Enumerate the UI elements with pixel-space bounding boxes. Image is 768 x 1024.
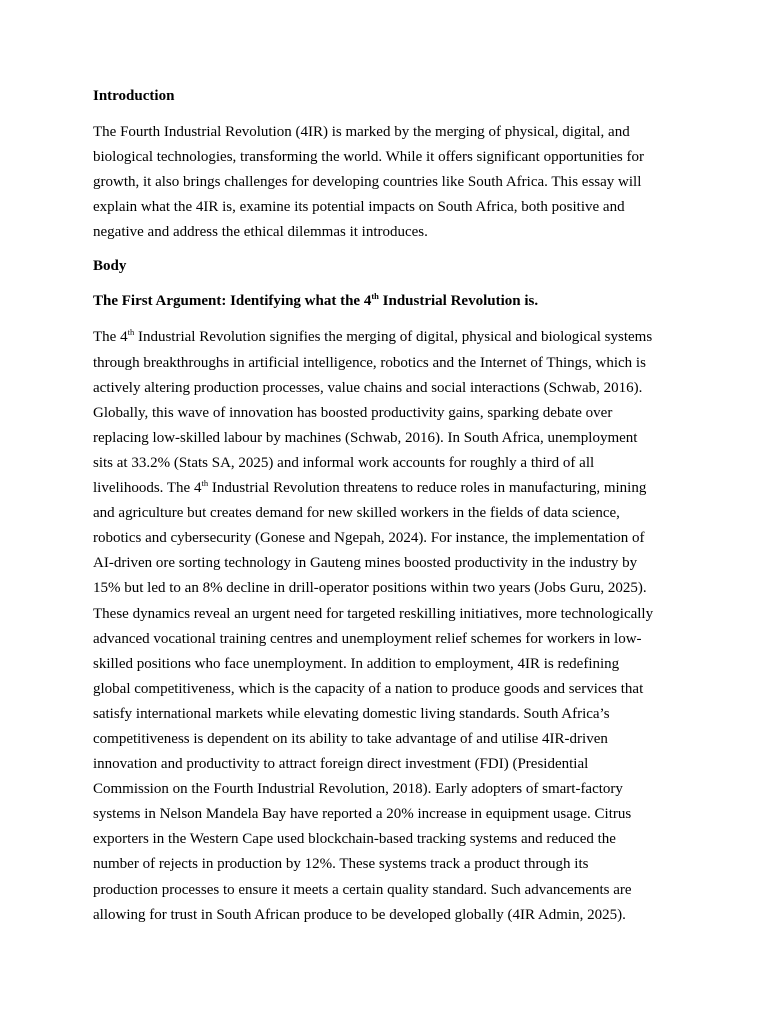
document-page <box>93 85 678 938</box>
text-segment: livelihoods. The 4 <box>93 480 202 497</box>
text-segment: The 4 <box>93 329 128 346</box>
text-line: biological technologies, transforming the world. While it offers significant opportunities for <box>93 149 644 166</box>
text-line <box>93 325 678 350</box>
text-line: competitiveness is dependent on its ability to take advantage of and utilise 4IR-driven <box>93 730 608 747</box>
first-argument-heading <box>93 290 678 312</box>
heading-text: Industrial Revolution is. <box>378 293 539 310</box>
text-line: systems in Nelson Mandela Bay have reported a 20% increase in equipment usage. Citrus <box>93 806 632 823</box>
text-line: Commission on the Fourth Industrial Revolution, 2018). Early adopters of smart-factory <box>93 781 623 798</box>
text-line: number of rejects in production by 12%. These systems track a product through its <box>93 856 589 873</box>
text-line: global competitiveness, which is the capacity of a nation to produce goods and services that <box>93 680 644 697</box>
text-line: 15% but led to an 8% decline in drill-operator positions within two years (Jobs Guru, 2025). <box>93 580 647 597</box>
text-line: sits at 33.2% (Stats SA, 2025) and informal work accounts for roughly a third of all <box>93 454 595 471</box>
text-line: replacing low-skilled labour by machines (Schwab, 2016). In South Africa, unemployment <box>93 429 638 446</box>
heading-text: The First Argument: Identifying what the 4 <box>93 293 372 310</box>
text-line: Globally, this wave of innovation has boosted productivity gains, sparking debate over <box>93 404 613 421</box>
text-line: growth, it also brings challenges for developing countries like South Africa. This essay will <box>93 174 642 191</box>
introduction-paragraph <box>93 120 678 245</box>
text-line <box>93 476 678 501</box>
first-argument-paragraph <box>93 325 678 927</box>
text-line: innovation and productivity to attract foreign direct investment (FDI) (Presidential <box>93 756 589 773</box>
text-line: advanced vocational training centres and unemployment relief schemes for workers in low- <box>93 630 642 647</box>
text-segment: Industrial Revolution signifies the merging of digital, physical and biological systems <box>134 329 653 346</box>
text-line: robotics and cybersecurity (Gonese and Ngepah, 2024). For instance, the implementation of <box>93 530 645 547</box>
text-line: These dynamics reveal an urgent need for targeted reskilling initiatives, more technologically <box>93 605 654 622</box>
ordinal-superscript: th <box>201 478 209 489</box>
text-line: through breakthroughs in artificial intelligence, robotics and the Internet of Things, which is <box>93 354 646 371</box>
body-heading: Body <box>93 258 127 275</box>
text-line: exporters in the Western Cape used blockchain-based tracking systems and reduced the <box>93 831 616 848</box>
ordinal-superscript: th <box>127 327 135 338</box>
text-segment: Industrial Revolution threatens to reduce roles in manufacturing, mining <box>208 480 647 497</box>
ordinal-superscript: th <box>371 291 379 302</box>
text-line: satisfy international markets while elevating domestic living standards. South Africa’s <box>93 705 610 722</box>
text-line: The Fourth Industrial Revolution (4IR) is marked by the merging of physical, digital, and <box>93 124 630 140</box>
text-line: production processes to ensure it meets a certain quality standard. Such advancements are <box>93 881 632 898</box>
introduction-heading: Introduction <box>93 88 175 104</box>
text-line: and agriculture but creates demand for new skilled workers in the fields of data science, <box>93 505 620 522</box>
text-line: skilled positions who face unemployment. In addition to employment, 4IR is redefining <box>93 655 620 672</box>
text-line: negative and address the ethical dilemmas it introduces. <box>93 224 428 241</box>
text-line: AI-driven ore sorting technology in Gauteng mines boosted productivity in the industry by <box>93 555 638 572</box>
text-line: actively altering production processes, value chains and social interactions (Schwab, 2016). <box>93 379 643 396</box>
text-line: explain what the 4IR is, examine its potential impacts on South Africa, both positive and <box>93 199 625 216</box>
text-line: allowing for trust in South African produce to be developed globally (4IR Admin, 2025). <box>93 906 626 923</box>
